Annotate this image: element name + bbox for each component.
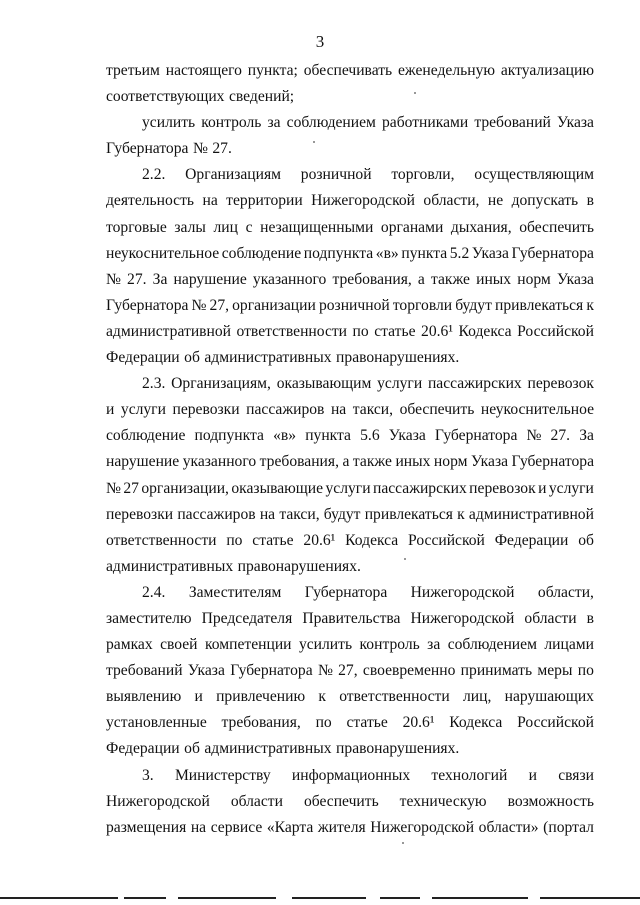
text-line: соблюдение подпункта «в» пункта 5.6 Указа Губернатора № 27. За <box>106 427 594 445</box>
text-line: заместителю Председателя Правительства Нижегородской области в <box>106 609 594 627</box>
text-line: административной ответственности по статье 20.6¹ Кодекса Российской <box>106 322 594 340</box>
text-line: нарушение указанного требования, а также иных норм Указа Губернатора <box>106 453 594 471</box>
text-line: перевозки пассажиров на такси, будут привлекаться к административной <box>106 505 594 523</box>
text-line: установленные требования, по статье 20.6¹ Кодекса Российской <box>106 714 594 732</box>
text-line: деятельность на территории Нижегородской области, не допускать в <box>106 192 594 210</box>
text-line: и услуги перевозки пассажиров на такси, обеспечить неукоснительное <box>106 401 594 419</box>
text-line: третьим настоящего пункта; обеспечивать еженедельную актуализацию <box>106 62 594 79</box>
text-line: рамках своей компетенции усилить контроль за соблюдением лицами <box>106 636 594 654</box>
text-line: административных правонарушениях. <box>106 557 361 575</box>
text-line: Губернатора № 27. <box>106 140 232 158</box>
scan-speck <box>404 558 406 560</box>
text-line: неукоснительное соблюдение подпункта «в» пункта 5.2 Указа Губернатора <box>106 244 594 262</box>
scan-speck <box>313 141 315 143</box>
scan-speck <box>414 92 416 94</box>
text-line: 2.2. Организациям розничной торговли, осуществляющим <box>142 166 594 184</box>
scan-bottom-edge <box>0 897 640 900</box>
text-line: ответственности по статье 20.6¹ Кодекса Российской Федерации об <box>106 531 594 549</box>
text-line: 3. Министерству информационных технологий и связи <box>142 766 594 784</box>
text-line: Федерации об административных правонарушениях. <box>106 740 460 758</box>
text-line: Губернатора № 27, организации розничной торговли будут привлекаться к <box>106 296 594 314</box>
text-line: выявлению и привлечению к ответственности лиц, нарушающих <box>106 688 594 706</box>
text-line: Федерации об административных правонарушениях. <box>106 349 460 367</box>
body-text <box>106 58 594 841</box>
page-number: 3 <box>315 32 325 51</box>
text-line: усилить контроль за соблюдением работниками требований Указа <box>142 114 594 132</box>
text-line: 2.4. Заместителям Губернатора Нижегородской области, <box>142 583 594 601</box>
text-line: 2.3. Организациям, оказывающим услуги пассажирских перевозок <box>142 375 594 393</box>
text-line: требований Указа Губернатора № 27, своевременно принимать меры по <box>106 662 594 680</box>
text-line: Нижегородской области обеспечить техническую возможность <box>106 792 594 810</box>
text-line: № 27. За нарушение указанного требования, а также иных норм Указа <box>106 270 594 288</box>
text-line: размещения на сервисе «Карта жителя Нижегородской области» (портал <box>106 818 594 836</box>
text-line: соответствующих сведений; <box>106 88 295 106</box>
text-line: № 27 организации, оказывающие услуги пассажирских перевозок и услуги <box>106 479 594 497</box>
text-line: торговые залы лиц с незащищенными органами дыхания, обеспечить <box>106 218 594 236</box>
scan-speck <box>402 842 404 844</box>
